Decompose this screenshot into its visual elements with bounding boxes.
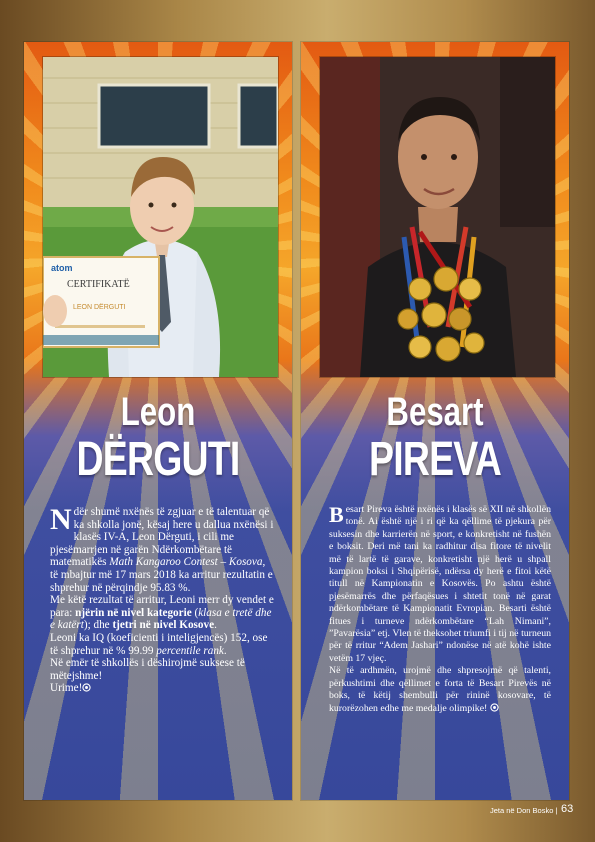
leon-paragraph-4: Në emër të shkollës i dëshirojmë suksese të mëtejshme! — [50, 657, 245, 682]
leon-photo-illustration — [43, 57, 278, 377]
leon-paragraph-3 — [50, 632, 274, 657]
besart-last-name: PIREVA — [369, 433, 501, 486]
besart-p2-text: Në të ardhmën, urojmë dhe shpresojmë që talenti, përkushtimi dhe qëllimet e forta të Besart Pirevës në boks, të këtij shembulli për rininë kosovare, të kurorëzohen edhe me medalje olimpike! — [329, 665, 551, 714]
besart-paragraph-2 — [329, 665, 551, 715]
leon-p3-b: percentile rank — [156, 644, 224, 657]
end-ornament-icon — [490, 703, 499, 712]
besart-dropcap: B — [329, 502, 344, 527]
leon-article-body — [50, 503, 274, 695]
besart-first-name: Besart — [386, 390, 484, 434]
leon-p2-c: ( — [191, 606, 199, 619]
besart-article-panel — [301, 42, 569, 800]
besart-p1-text: esart Pireva është nxënës i klasës së XII në shkollën tonë. Ai është një i ri që ka qëllime të pjekura për suksesin dhe karrierën në sport, e konkretisht në fushën e boksit. Deri më tani ka radhitur disa fitore të nivelit më të lartë të garave, konkretisht një herë u shpall kampion boksi i Shqipërisë, ndërsa dy herë e fitoi këtë titull në Kampionatin e Kosovës. Po ashtu është pjesëmarrës dhe përfaqësues i shtetit tonë në garat ndërkombëtare të Kampionatit Evropian. Besarti është fitues i turneve ndërkombëtare “Lah Nimani”, ”Pavarësia” etj. Vlen të theksohet triumfi i tij në turneun për të rritur “Adem Jashari” ndonëse në atë kohë ishte vetëm 17 vjeç. — [329, 504, 551, 664]
leon-p1-italic: Math Kangaroo Contest – Kosova — [109, 556, 263, 569]
leon-paragraph-5 — [50, 682, 274, 695]
besart-article-body — [329, 504, 551, 715]
leon-p2-f: tjetri në nivel Kosove — [112, 619, 215, 632]
besart-photo-illustration — [320, 57, 555, 377]
leon-p1-end: , të mbajtur më 17 mars 2018 ka arritur rezultatin e shprehur në përqindje 95.83 %. — [50, 556, 273, 594]
leon-photo — [42, 56, 279, 378]
leon-p3-a: Leoni ka IQ (koeficienti i inteligjencës) 152, ose të shprehur në % 99.99 — [50, 631, 268, 657]
certificate-brand: atom — [51, 263, 73, 273]
leon-p1-text: dër shumë nxënës të zgjuar e të talentuar që ka shkolla jonë, kësaj here u dallua nxënësi i klasës IV-A, Leon Dërguti, i cili me pjesëmarrjen në garën Ndërkombëtare të matematikës — [50, 506, 274, 569]
leon-p2-e: ); dhe — [83, 619, 113, 632]
besart-paragraph-1 — [329, 504, 551, 665]
leon-dropcap: N — [50, 503, 72, 536]
leon-p5-text: Urime! — [50, 682, 83, 695]
leon-p2-b: njërin në nivel kategorie — [75, 606, 192, 619]
certificate-name: LEON DËRGUTI — [73, 304, 126, 311]
leon-paragraph-2 — [50, 594, 274, 632]
footer-magazine-title: Jeta në Don Bosko | — [490, 806, 558, 815]
leon-paragraph-1 — [50, 503, 274, 594]
certificate-title: CERTIFIKATË — [67, 279, 130, 290]
page-number: 63 — [561, 803, 574, 815]
end-ornament-icon — [82, 683, 91, 692]
leon-p3-c: . — [223, 644, 227, 657]
leon-article-panel — [24, 42, 292, 800]
besart-photo — [319, 56, 556, 378]
leon-first-name: Leon — [120, 390, 196, 434]
leon-last-name: DËRGUTI — [76, 433, 240, 486]
leon-p2-a: Me këtë rezultat të arritur, Leoni merr dy vendet e para: — [50, 594, 274, 619]
leon-p2-d: klasa e tretë dhe e katërt — [50, 606, 272, 632]
leon-p2-g: . — [214, 619, 217, 632]
